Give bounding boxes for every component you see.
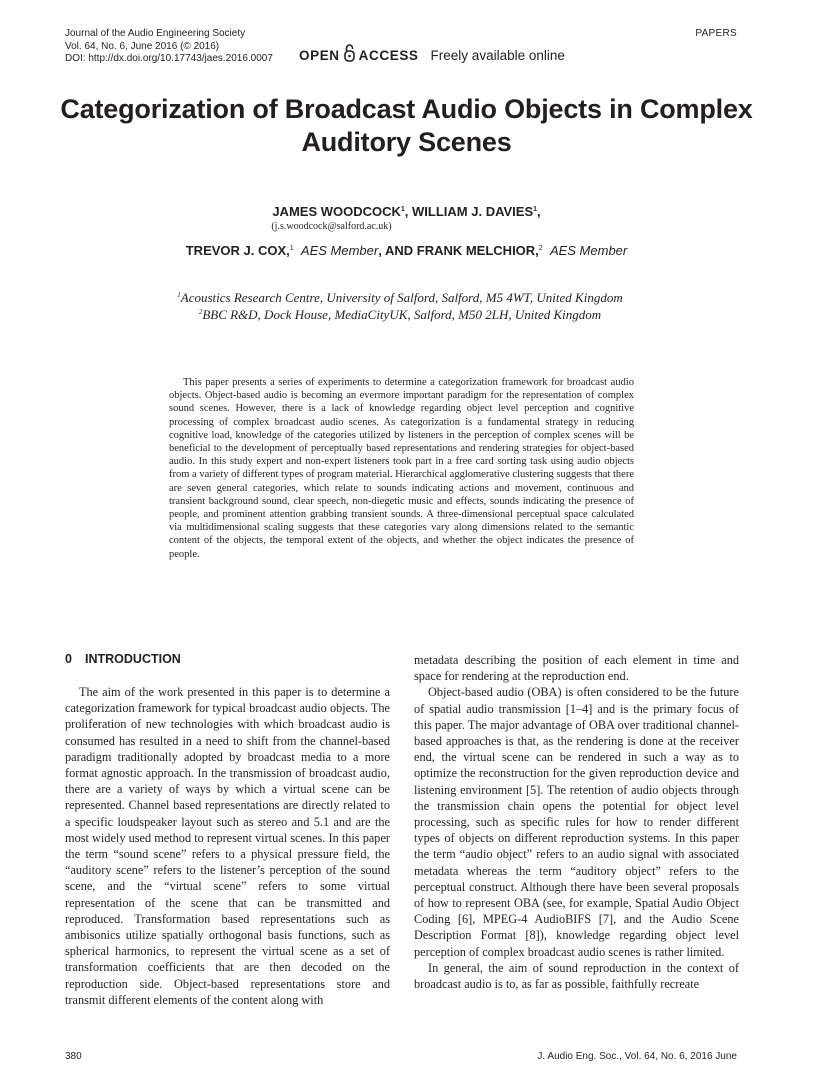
- affiliation-mark: 1: [177, 291, 181, 299]
- journal-doi[interactable]: DOI: http://dx.doi.org/10.17743/jaes.2016.0007: [65, 53, 273, 64]
- affiliation: [0, 307, 800, 323]
- author-separator: ,: [404, 204, 413, 219]
- affiliation-text: Acoustics Research Centre, University of Salford, Salford, M5 4WT, United Kingdom: [180, 290, 623, 305]
- section-label: PAPERS: [695, 28, 737, 39]
- body-paragraph: In general, the aim of sound reproduction in the context of broadcast audio is to, as far as possible, faithfully recreate: [414, 960, 739, 992]
- body-paragraph: The aim of the work presented in this paper is to determine a categorization framework for typical broadcast audio objects. The proliferation of new technologies with which broadcast audio is consumed has resulted in a need to shift from the channel-based paradigm traditionally adopted by broadcast media to a more format agnostic approach. In the transmission of broadcast audio, there are a variety of ways by which a virtual scene can be represented. Channel based representations are directly related to a specific loudspeaker layout such as stereo and 5.1 and are the most widely used method to represent virtual scenes. In this paper the term “sound scene” refers to a physical pressure field, the “auditory scene” refers to the listener’s perception of the sound scene, and the “virtual scene” refers to some virtual representation of the scene that can be transmitted and reproduced. Transformation based representations such as ambisonics utilize spatially orthogonal basis functions, such as spherical harmonics, to represent the virtual scene as a set of transformation coefficients that are then decoded on the reproduction side. Object-based representations store and transmit different elements of the content along with: [65, 685, 390, 1007]
- journal-info: [65, 28, 273, 66]
- body-column-left: [65, 684, 390, 1008]
- author-membership: AES Member: [549, 243, 628, 258]
- author-affil-mark: 1: [289, 245, 294, 252]
- author-affil-mark: 1: [533, 206, 538, 213]
- author-affil-mark: 1: [400, 206, 405, 213]
- paper-title: Categorization of Broadcast Audio Objects in Complex Auditory Scenes: [60, 94, 753, 157]
- author-separator: , AND: [378, 243, 417, 258]
- body-paragraph: metadata describing the position of each element in time and space for rendering at the reproduction end.: [414, 653, 739, 684]
- author-name: WILLIAM J. DAVIES: [412, 204, 534, 219]
- body-paragraph: Object-based audio (OBA) is often considered to be the future of spatial audio transmission [1–4] and is the primary focus of this paper. The major advantage of OBA over traditional channel-based approaches is that, as the rendering is done at the receiver end, the virtual scene can be rendered in such a way as to optimize the reconstruction for the given reproduction device and listening environment [5]. The retention of audio objects through the transmission chain opens the potential for object level processing, such as specific rules for how to render different types of objects on different reproduction systems. In this paper the term “audio object” refers to an audio signal with associated metadata whereas the term “auditory object” refers to the perceptual construct. Although there have been several proposals of how to represent OBA (see, for example, Spatial Audio Object Coding [6], MPEG-4 AudioBIFS [7], and the Audio Scene Description Format [8]), knowledge regarding object level perception of complex broadcast audio scenes is rather limited.: [414, 685, 739, 959]
- footer-citation: J. Audio Eng. Soc., Vol. 64, No. 6, 2016 June: [537, 1051, 737, 1062]
- authors-line-2: [0, 243, 813, 258]
- page-number: 380: [65, 1051, 82, 1062]
- authors-line-1: [0, 204, 813, 219]
- affiliation-mark: 2: [198, 308, 203, 316]
- author-email[interactable]: (j.s.woodcock@salford.ac.uk): [271, 221, 392, 232]
- author-name: TREVOR J. COX,: [185, 243, 290, 258]
- section-number: 0: [65, 652, 72, 666]
- section-title: INTRODUCTION: [85, 652, 181, 666]
- author-affil-mark: 2: [538, 245, 543, 252]
- journal-volume: Vol. 64, No. 6, June 2016 (© 2016): [65, 40, 220, 52]
- section-heading: [65, 652, 181, 666]
- affiliation-text: BBC R&D, Dock House, MediaCityUK, Salford, M50 2LH, United Kingdom: [202, 307, 602, 322]
- affiliation: [0, 290, 800, 306]
- author-name: JAMES WOODCOCK: [272, 204, 401, 219]
- abstract: This paper presents a series of experiments to determine a categorization framework for broadcast audio objects. Object-based audio is becoming an evermore important paradigm for the representation of complex sound scenes. However, there is a lack of knowledge regarding object level perception and cognitive processing of complex broadcast audio scenes. As categorization is a fundamental strategy in reducing cognitive load, knowledge of the categories utilized by listeners in the perception of complex scenes will be beneficial to the development of perceptually based representations and rendering strategies for object-based audio. In this study expert and non-expert listeners took part in a free card sorting task using audio objects from a variety of different types of program material. Hierarchical agglomerative clustering suggests that there are seven general categories, which relate to sounds indicating actions and movement, continuous and transient background sound, clear speech, non-diegetic music and effects, sounds indicating the presence of people, and prominent attention grabbing transient sounds. A three-dimensional perceptual space calculated via multidimensional scaling suggests that these categories vary along dimensions related to the semantic content of the objects, the temporal extent of the objects, and whether the object indicates the presence of people.: [169, 377, 634, 560]
- open-access-right: ACCESS: [358, 47, 419, 63]
- open-access-banner: [299, 45, 565, 65]
- author-membership: AES Member: [300, 243, 379, 258]
- open-access-left: OPEN: [299, 47, 340, 63]
- open-lock-icon: [344, 43, 355, 67]
- author-separator: ,: [537, 204, 541, 219]
- journal-name: Journal of the Audio Engineering Society: [65, 28, 246, 39]
- author-name: FRANK MELCHIOR,: [416, 243, 539, 258]
- body-column-right: [414, 652, 739, 992]
- open-access-tag: Freely available online: [430, 47, 565, 63]
